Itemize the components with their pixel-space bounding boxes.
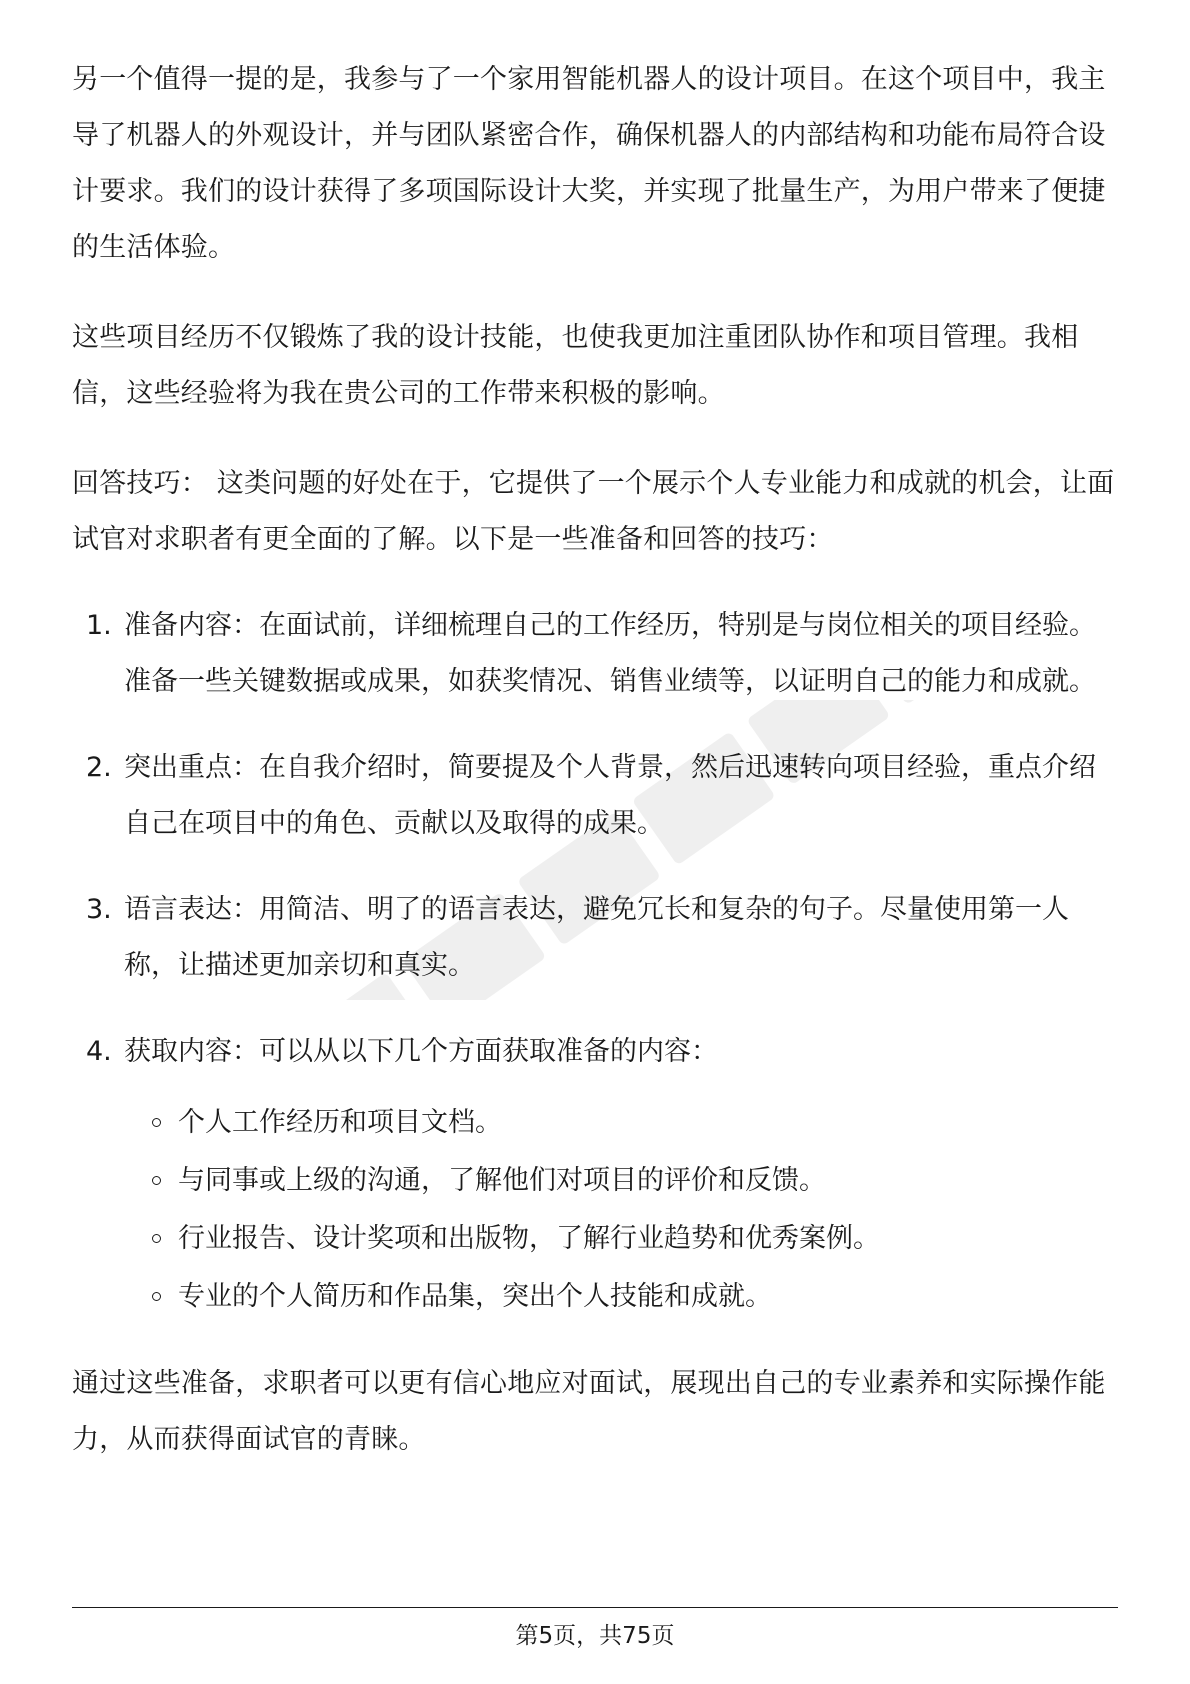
paragraph-experience-summary: 这些项目经历不仅锻炼了我的设计技能，也使我更加注重团队协作和项目管理。我相信，这些经验将为我在贵公司的工作带来积极的影响。	[72, 322, 1079, 409]
source-item	[152, 1094, 1118, 1152]
tip-item	[72, 598, 1118, 710]
tip-item	[72, 1024, 1118, 1326]
tip-text: 语言表达：用简洁、明了的语言表达，避免冗长和复杂的句子。尽量使用第一人称，让描述更加亲切和真实。	[124, 894, 1069, 981]
source-text: 与同事或上级的沟通，了解他们对项目的评价和反馈。	[178, 1165, 826, 1196]
source-text: 个人工作经历和项目文档。	[178, 1107, 502, 1138]
source-text: 专业的个人简历和作品集，突出个人技能和成就。	[178, 1281, 772, 1312]
paragraph-closing: 通过这些准备，求职者可以更有信心地应对面试，展现出自己的专业素养和实际操作能力，从而获得面试官的青睐。	[72, 1368, 1106, 1455]
sources-list	[152, 1094, 1118, 1326]
source-item	[152, 1210, 1118, 1268]
tip-text: 获取内容：可以从以下几个方面获取准备的内容：	[124, 1036, 718, 1067]
paragraph-answer-tips-intro: 回答技巧： 这类问题的好处在于，它提供了一个展示个人专业能力和成就的机会，让面试官对求职者有更全面的了解。以下是一些准备和回答的技巧：	[72, 468, 1115, 555]
footer-divider	[72, 1607, 1118, 1608]
tip-number: 1.	[86, 610, 112, 641]
source-item	[152, 1268, 1118, 1326]
tip-text: 准备内容：在面试前，详细梳理自己的工作经历，特别是与岗位相关的项目经验。准备一些关键数据或成果，如获奖情况、销售业绩等，以证明自己的能力和成就。	[124, 610, 1096, 697]
circle-bullet-icon	[152, 1234, 161, 1243]
tip-number: 4.	[86, 1036, 112, 1067]
tip-item	[72, 740, 1118, 852]
circle-bullet-icon	[152, 1292, 161, 1301]
circle-bullet-icon	[152, 1118, 161, 1127]
tip-number: 2.	[86, 752, 112, 783]
tip-item	[72, 882, 1118, 994]
source-text: 行业报告、设计奖项和出版物，了解行业趋势和优秀案例。	[178, 1223, 880, 1254]
circle-bullet-icon	[152, 1176, 161, 1185]
page-number: 第5页，共75页	[515, 1623, 675, 1649]
tips-list	[72, 598, 1118, 1326]
tip-text: 突出重点：在自我介绍时，简要提及个人背景，然后迅速转向项目经验，重点介绍自己在项目中的角色、贡献以及取得的成果。	[124, 752, 1096, 839]
tip-number: 3.	[86, 894, 112, 925]
paragraph-robot-project: 另一个值得一提的是，我参与了一个家用智能机器人的设计项目。在这个项目中，我主导了机器人的外观设计，并与团队紧密合作，确保机器人的内部结构和功能布局符合设计要求。我们的设计获得了多项国际设计大奖，并实现了批量生产，为用户带来了便捷的生活体验。	[72, 64, 1106, 263]
page-content	[72, 52, 1118, 1468]
source-item	[152, 1152, 1118, 1210]
